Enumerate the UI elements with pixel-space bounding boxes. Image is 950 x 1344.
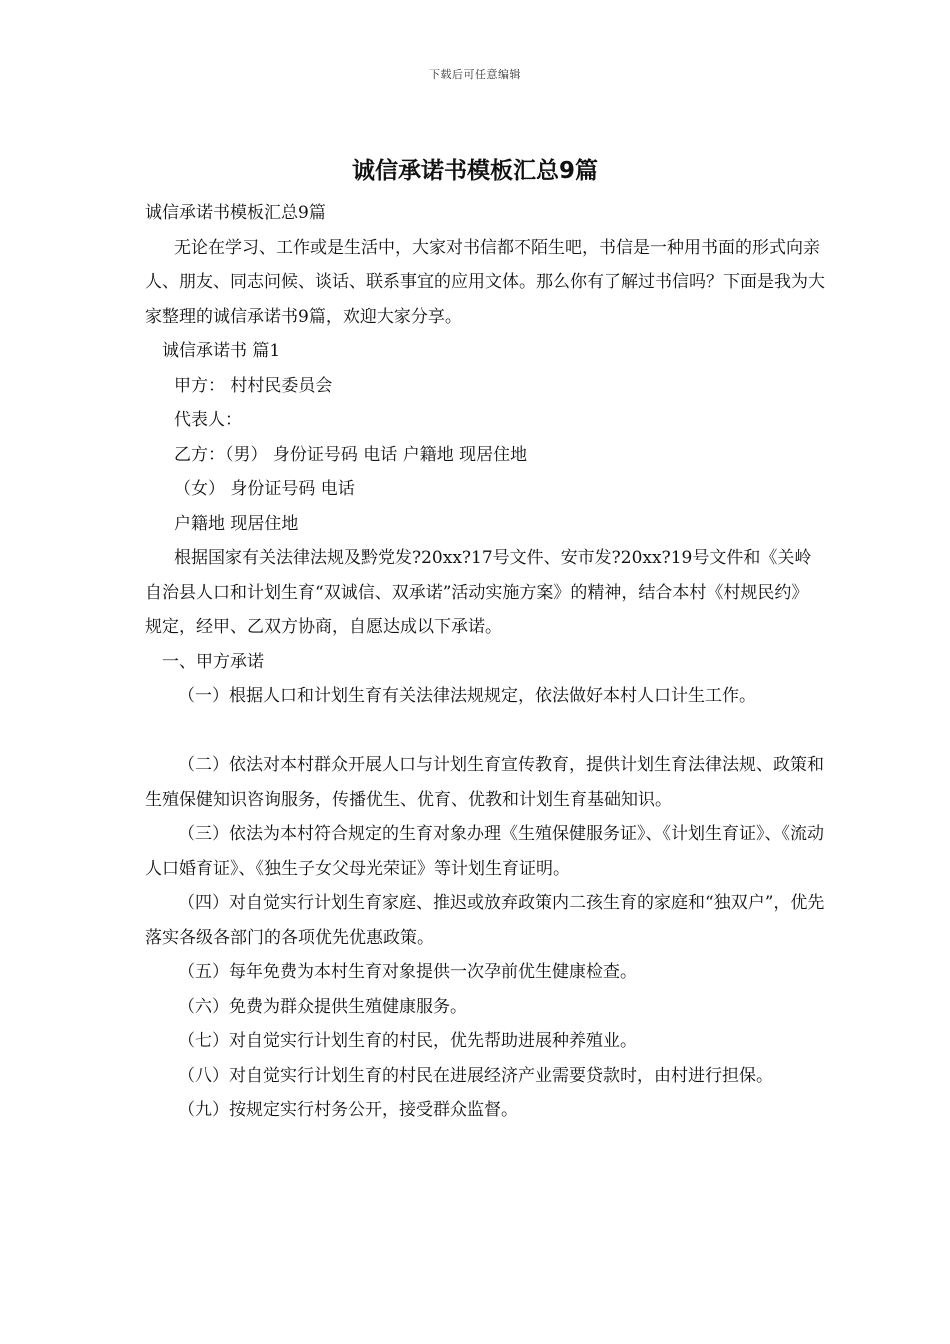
commitment-item: （四）对自觉实行计划生育家庭、推迟或放弃政策内二孩生育的家庭和“独双户”，优先落实各级各部门的各项优先优惠政策。 [145, 893, 825, 948]
representative-line: 代表人： [174, 410, 242, 430]
party-a-line: 甲方： 村村民委员会 [174, 375, 333, 396]
commitment-item: （二）依法对本村群众开展人口与计划生育宣传教育，提供计划生育法律法规、政策和生殖保健知识咨询服务，传播优生、优育、优教和计划生育基础知识。 [145, 755, 824, 810]
party-a-commitment-heading: 一、甲方承诺 [162, 651, 264, 672]
paragraph-gap [145, 714, 825, 749]
section-heading: 诚信承诺书 篇1 [162, 341, 281, 361]
document-body [145, 196, 825, 1128]
commitment-item: （八）对自觉实行计划生育的村民在进展经济产业需要贷款时，由村进行担保。 [178, 1065, 773, 1086]
commitment-item: （六）免费为群众提供生殖健康服务。 [178, 996, 467, 1017]
residence-line: 户籍地 现居住地 [174, 513, 299, 534]
party-b-female-line: （女） 身份证号码 电话 [174, 479, 355, 499]
document-title: 诚信承诺书模板汇总9篇 [351, 158, 598, 184]
intro-paragraph: 无论在学习、工作或是生活中，大家对书信都不陌生吧，书信是一种用书面的形式向亲人、朋友、同志问候、谈话、联系事宜的应用文体。那么你有了解过书信吗？下面是我为大家整理的诚信承诺书9篇，欢迎大家分享。 [145, 237, 825, 327]
subtitle-paragraph: 诚信承诺书模板汇总9篇 [145, 203, 326, 223]
basis-paragraph: 根据国家有关法律法规及黔党发?20xx?17号文件、安市发?20xx?19号文件和《关岭自治县人口和计划生育“双诚信、双承诺”活动实施方案》的精神，结合本村《村规民约》规定，经甲、乙双方协商，自愿达成以下承诺。 [145, 548, 812, 637]
commitment-item: （五）每年免费为本村生育对象提供一次孕前优生健康检查。 [178, 962, 637, 982]
commitment-item: （七）对自觉实行计划生育的村民，优先帮助进展种养殖业。 [178, 1031, 637, 1051]
commitment-item: （三）依法为本村符合规定的生育对象办理《生殖保健服务证》、《计划生育证》、《流动人口婚育证》、《独生子女父母光荣证》等计划生育证明。 [145, 824, 824, 879]
header-note: 下载后可任意编辑 [429, 68, 521, 81]
commitment-item: （九）按规定实行村务公开，接受群众监督。 [178, 1100, 518, 1120]
party-b-line: 乙方：（男） 身份证号码 电话 户籍地 现居住地 [174, 444, 528, 465]
commitment-item: （一）根据人口和计划生育有关法律法规规定，依法做好本村人口计生工作。 [178, 686, 756, 706]
